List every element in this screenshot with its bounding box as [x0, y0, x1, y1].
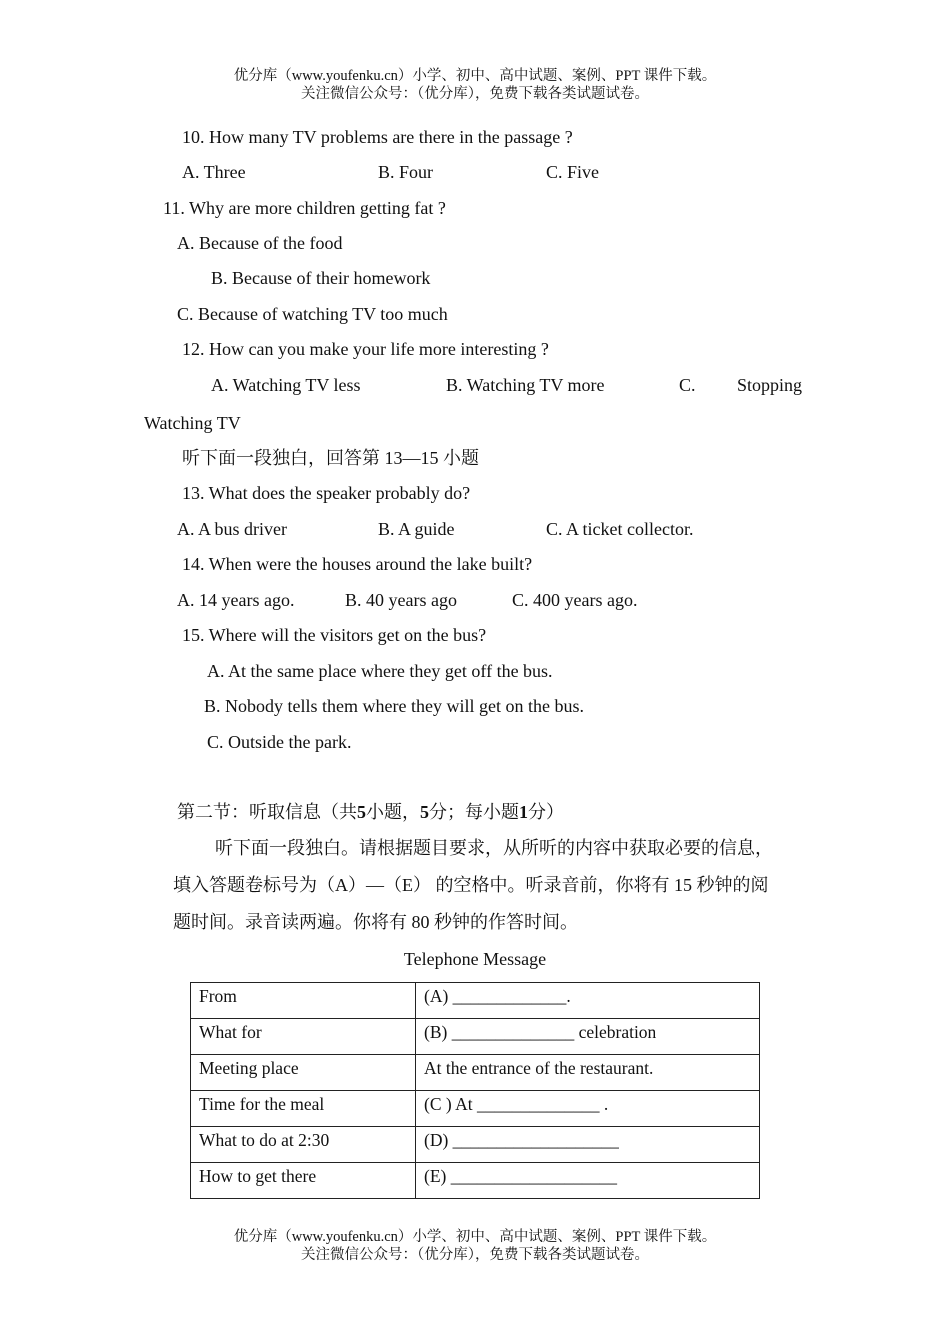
page-footer [0, 1228, 950, 1264]
table-label: From [191, 983, 416, 1019]
q12-stem: 12. How can you make your life more interesting ? [182, 339, 549, 359]
header-line-2: 关注微信公众号：（优分库），免费下载各类试题试卷。 [301, 86, 649, 102]
table-value: (B) ______________ celebration [416, 1019, 760, 1055]
q15-stem: 15. Where will the visitors get on the bus? [182, 625, 487, 645]
table-label: What for [191, 1019, 416, 1055]
table-label: What to do at 2:30 [191, 1127, 416, 1163]
q12-option-c-text: Stopping [737, 375, 803, 395]
q13-option-a: A. A bus driver [177, 519, 287, 539]
page-header [0, 67, 950, 103]
table-row [191, 1127, 760, 1163]
q11-option-c: C. Because of watching TV too much [177, 304, 448, 324]
q12-option-c-letter: C. [679, 375, 696, 395]
q14-option-a: A. 14 years ago. [177, 590, 295, 610]
table-value: (D) ___________________ [416, 1127, 760, 1163]
q10-option-c: C. Five [546, 162, 600, 182]
q12-option-c-continued: Watching TV [144, 413, 241, 433]
header-line-1: 优分库（www.youfenku.cn）小学、初中、高中试题、案例、PPT 课件下载。 [233, 68, 717, 84]
q13-option-c: C. A ticket collector. [546, 519, 694, 539]
section-2-instructions-line-3: 题时间。录音读两遍。你将有 80 秒钟的作答时间。 [173, 912, 578, 932]
table-row [191, 1091, 760, 1127]
table-value: (C ) At ______________ . [416, 1091, 760, 1127]
q10-stem: 10. How many TV problems are there in the passage ? [182, 127, 573, 147]
table-value: At the entrance of the restaurant. [416, 1055, 760, 1091]
table-title: Telephone Message [403, 949, 547, 969]
q11-option-b: B. Because of their homework [211, 268, 431, 288]
table-row [191, 1019, 760, 1055]
table-value: (E) ___________________ [416, 1163, 760, 1199]
table-row [191, 983, 760, 1019]
section-2-instructions-line-1: 听下面一段独白。请根据题目要求，从所听的内容中获取必要的信息， [215, 838, 773, 858]
table-row [191, 1055, 760, 1091]
q15-option-c: C. Outside the park. [207, 732, 352, 752]
table-value: (A) _____________. [416, 983, 760, 1019]
q14-stem: 14. When were the houses around the lake built? [182, 554, 533, 574]
q10-option-a: A. Three [182, 162, 246, 182]
telephone-message-table [190, 982, 760, 1199]
section-2-title: 第二节：听取信息（共5小题，5分；每小题1分） [177, 802, 564, 822]
table-row [191, 1163, 760, 1199]
q11-option-a: A. Because of the food [177, 233, 343, 253]
q15-option-a: A. At the same place where they get off the bus. [207, 661, 553, 681]
footer-line-2: 关注微信公众号：（优分库），免费下载各类试题试卷。 [301, 1247, 649, 1263]
q13-option-b: B. A guide [378, 519, 455, 539]
footer-line-1: 优分库（www.youfenku.cn）小学、初中、高中试题、案例、PPT 课件下载。 [233, 1229, 717, 1245]
q11-stem: 11. Why are more children getting fat ? [163, 198, 446, 218]
table-label: Meeting place [191, 1055, 416, 1091]
q12-option-b: B. Watching TV more [446, 375, 605, 395]
q14-option-c: C. 400 years ago. [512, 590, 638, 610]
table-label: Time for the meal [191, 1091, 416, 1127]
intro-13-15: 听下面一段独白，回答第 13—15 小题 [182, 448, 479, 468]
q14-option-b: B. 40 years ago [345, 590, 457, 610]
section-2-instructions-line-2: 填入答题卷标号为（A）—（E） 的空格中。听录音前，你将有 15 秒钟的阅 [173, 875, 769, 895]
q15-option-b: B. Nobody tells them where they will get on the bus. [204, 696, 584, 716]
q10-option-b: B. Four [378, 162, 434, 182]
q12-option-a: A. Watching TV less [211, 375, 361, 395]
table-label: How to get there [191, 1163, 416, 1199]
q13-stem: 13. What does the speaker probably do? [182, 483, 471, 503]
